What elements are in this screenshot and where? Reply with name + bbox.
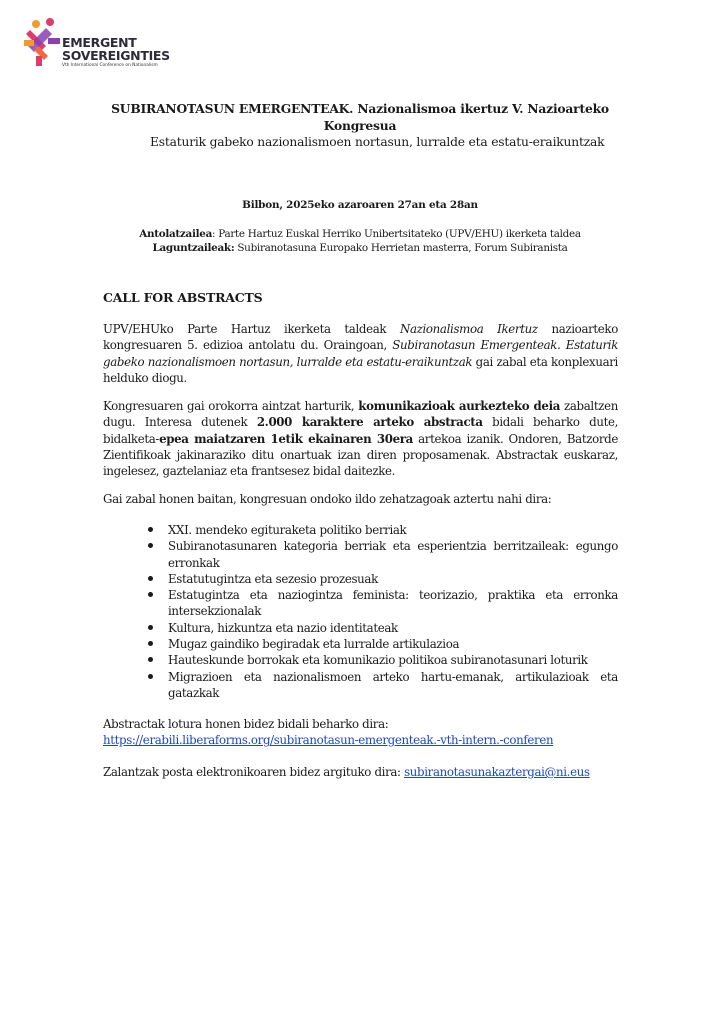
list-item: Hauteskunde borrokak eta komunikazio politikoa subiranotasunari loturik bbox=[148, 652, 618, 668]
bullet-icon bbox=[148, 527, 153, 532]
intro-paragraph: UPV/EHUko Parte Hartuz ikerketa taldeak Nazionalismoa Ikertuz nazioarteko kongresuaren 5. edizioa antolatu du. Oraingoan, Subiranotasun Emergenteak. Estaturik gabeko nazionalismoen nortasun, lurralde eta estatu-eraikuntzak gai zabal eta konplexuari helduko diogu. bbox=[103, 322, 619, 385]
bullet-icon bbox=[148, 674, 153, 679]
document-subtitle: Estaturik gabeko nazionalismoen nortasun, lurralde eta estatu-eraikuntzak bbox=[150, 135, 605, 149]
topics-list bbox=[148, 522, 618, 701]
event-date: Bilbon, 2025eko azaroaren 27an eta 28an bbox=[242, 199, 478, 211]
bullet-icon bbox=[148, 592, 153, 597]
emergent-sovereignties-logo bbox=[22, 16, 182, 70]
submission-paragraph: Abstractak lotura honen bidez bidali beharko dira: https://erabili.liberaforms.org/subiranotasun-emergenteak.-vth-intern.-conferen bbox=[103, 717, 554, 748]
bullet-icon bbox=[148, 576, 153, 581]
list-item: Estatutugintza eta sezesio prozesuak bbox=[148, 571, 618, 587]
list-item: Estatugintza eta naziogintza feminista: teorizazio, praktika eta erronka intersekzionalak bbox=[148, 587, 618, 620]
logo-line-2: SOVEREIGNTIES bbox=[62, 48, 170, 63]
logo-line-1: EMERGENT bbox=[62, 35, 137, 50]
topics-intro: Gai zabal honen baitan, kongresuan ondoko ildo zehatzagoak aztertu nahi dira: bbox=[103, 492, 552, 506]
section-heading: CALL FOR ABSTRACTS bbox=[103, 290, 263, 305]
contact-paragraph: Zalantzak posta elektronikoaren bidez argituko dira: subiranotasunakaztergai@ni.eus bbox=[103, 765, 590, 779]
organizer-line bbox=[0, 227, 720, 241]
contact-email-link[interactable]: subiranotasunakaztergai@ni.eus bbox=[404, 765, 590, 779]
collaborators-line bbox=[0, 241, 720, 255]
submission-link[interactable]: https://erabili.liberaforms.org/subiranotasun-emergenteak.-vth-intern.-conferen bbox=[103, 733, 554, 748]
logo-line-3: Vth International Conference on Nationalism bbox=[62, 63, 158, 68]
bullet-icon bbox=[148, 641, 153, 646]
logo-mark-icon bbox=[22, 16, 62, 70]
list-item: XXI. mendeko egituraketa politiko berriak bbox=[148, 522, 618, 538]
list-item: Mugaz gaindiko begiradak eta lurralde artikulazioa bbox=[148, 636, 618, 652]
collaborators-label: Laguntzaileak: bbox=[152, 242, 235, 254]
call-paragraph: Kongresuaren gai orokorra aintzat harturik, komunikazioak aurkezteko deia zabaltzen dugu. Interesa dutenek 2.000 karaktere arteko abstracta bidali beharko dute, bidalketa-epea maiatzaren 1etik ekainaren 30era artekoa izanik. Ondoren, Batzorde Zientifikoak jakinaraziko ditu onartuak izan diren proposamenak. Abstractak euskaraz, ingelesez, gaztelaniaz eta frantsesez bidal daitezke. bbox=[103, 399, 619, 479]
organizer-label: Antolatzailea bbox=[139, 228, 213, 240]
organizer-text: : Parte Hartuz Euskal Herriko Unibertsitateko (UPV/EHU) ikerketa taldea bbox=[212, 228, 581, 240]
document-title: SUBIRANOTASUN EMERGENTEAK. Nazionalismoa ikertuz V. Nazioarteko Kongresua bbox=[111, 101, 609, 133]
organizers-block bbox=[0, 227, 720, 255]
list-item: Kultura, hizkuntza eta nazio identitateak bbox=[148, 620, 618, 636]
list-item: Migrazioen eta nazionalismoen arteko hartu-emanak, artikulazioak eta gatazkak bbox=[148, 669, 618, 702]
collaborators-text: Subiranotasuna Europako Herrietan masterra, Forum Subiranista bbox=[234, 242, 568, 254]
bullet-icon bbox=[148, 657, 153, 662]
list-item: Subiranotasunaren kategoria berriak eta esperientzia berritzaileak: egungo erronkak bbox=[148, 538, 618, 571]
bullet-icon bbox=[148, 625, 153, 630]
bullet-icon bbox=[148, 543, 153, 548]
